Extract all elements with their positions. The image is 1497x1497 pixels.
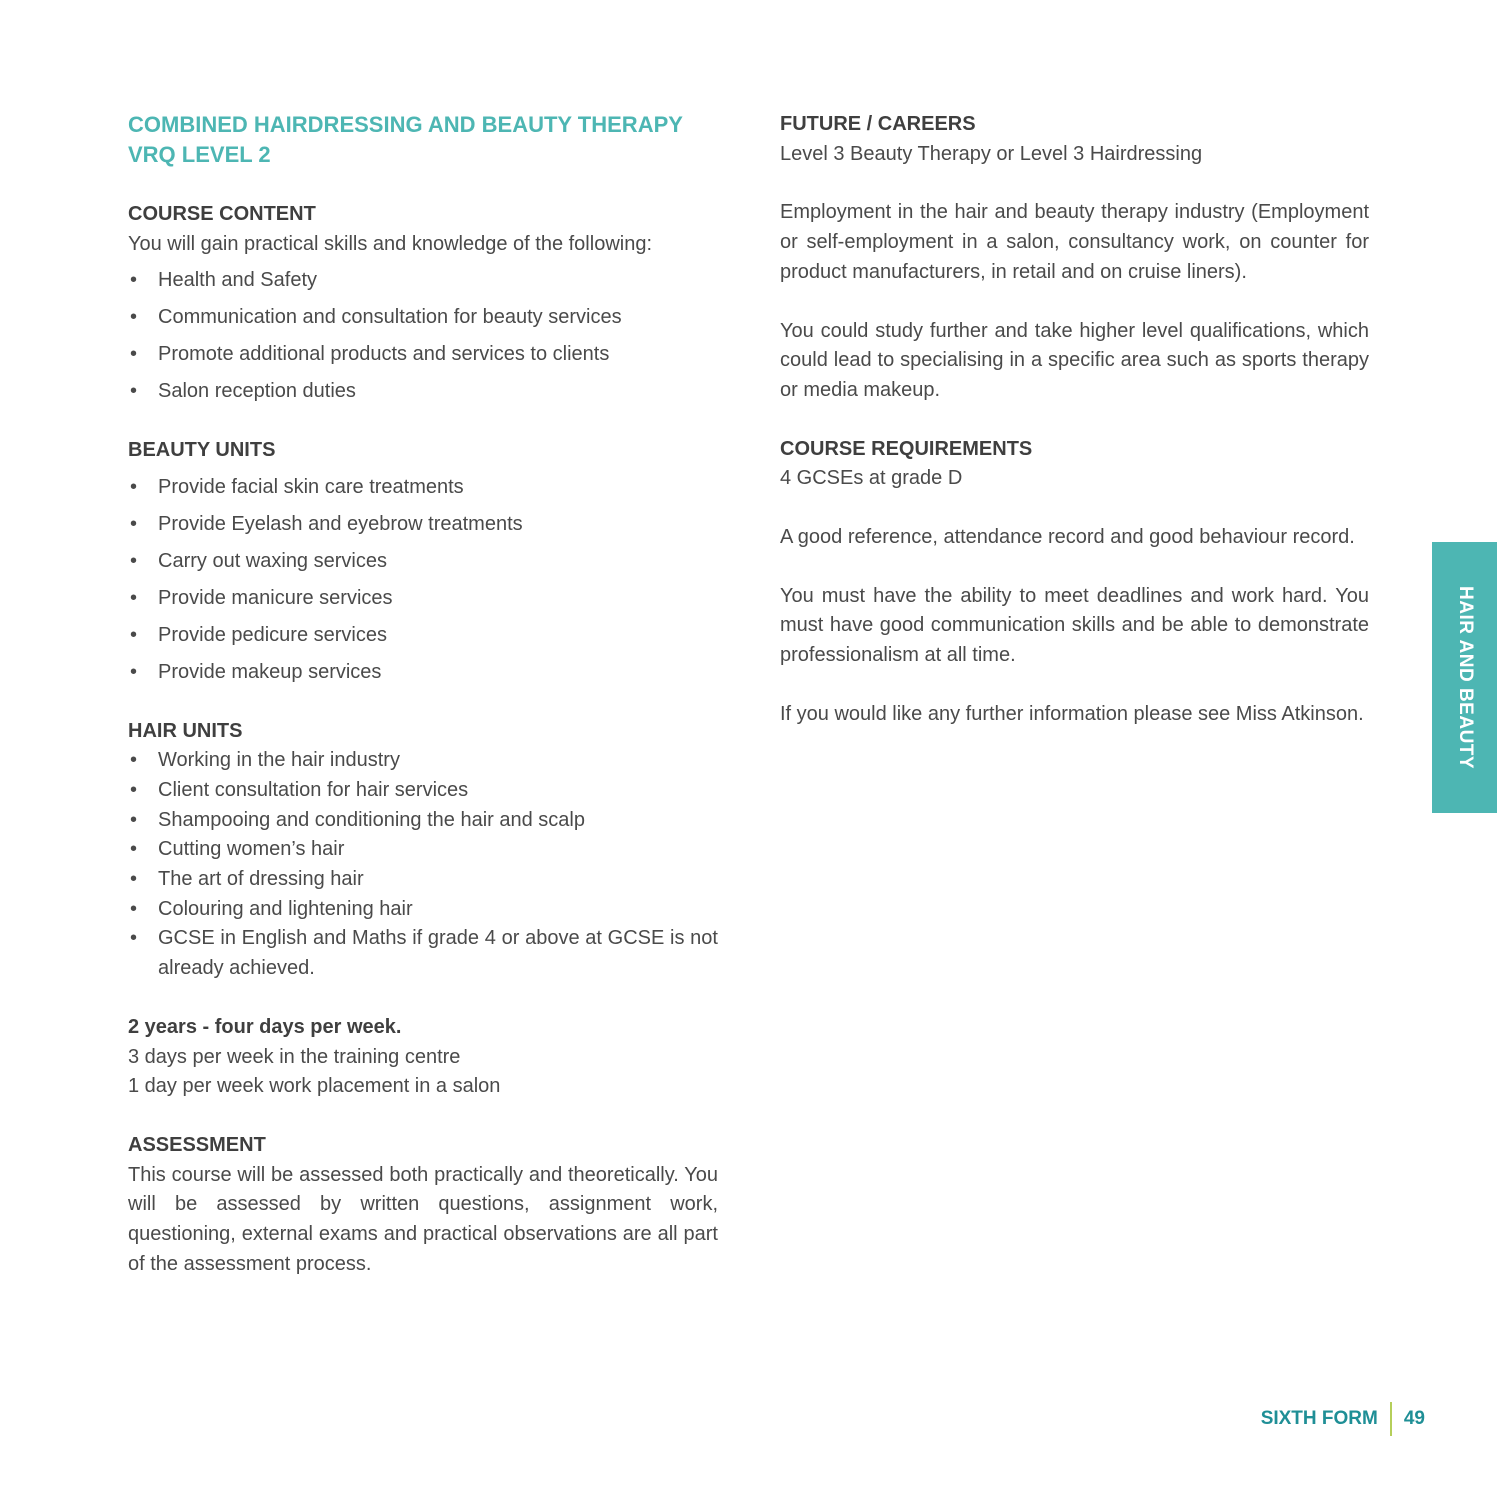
- side-tab-label: HAIR AND BEAUTY: [1455, 585, 1476, 770]
- list-item: • Salon reception duties: [128, 377, 718, 407]
- further-study-paragraph: You could study further and take higher level qualifications, which could lead to specialising in a specific area such as sports therapy or media makeup.: [780, 319, 1369, 401]
- contact-paragraph: If you would like any further information please see Miss Atkinson.: [780, 702, 1364, 725]
- course-requirements-heading: COURSE REQUIREMENTS: [780, 437, 1033, 460]
- title-line-2: VRQ LEVEL 2: [128, 142, 271, 167]
- future-careers-section: [780, 110, 1369, 169]
- duration-section: [128, 1013, 718, 1102]
- course-content-list: [128, 266, 718, 407]
- list-item: • Provide manicure services: [128, 584, 718, 614]
- page-footer: [1261, 1402, 1425, 1436]
- list-item: • Provide facial skin care treatments: [128, 473, 718, 503]
- future-careers-line: Level 3 Beauty Therapy or Level 3 Hairdressing: [780, 142, 1203, 165]
- gcse-note-list: [128, 924, 718, 983]
- page-number: 49: [1403, 1408, 1425, 1429]
- hair-units-section: [128, 717, 718, 984]
- footer-divider: [1390, 1402, 1392, 1436]
- duration-line-2: 1 day per week work placement in a salon: [128, 1075, 501, 1098]
- assessment-section: [128, 1131, 718, 1280]
- list-item: • Provide makeup services: [128, 658, 718, 688]
- beauty-units-heading: BEAUTY UNITS: [128, 439, 276, 462]
- reference-paragraph: A good reference, attendance record and good behaviour record.: [780, 526, 1355, 549]
- list-item: • Colouring and lightening hair: [128, 895, 718, 925]
- assessment-text: This course will be assessed both practically and theoretically. You will be assessed by written questions, assignment work, questioning, external exams and practical observations are all part of the assessment process.: [128, 1163, 718, 1275]
- list-item: • Cutting women’s hair: [128, 835, 718, 865]
- list-item: • Shampooing and conditioning the hair and scalp: [128, 806, 718, 836]
- page-title: [128, 110, 718, 170]
- course-requirements-line: 4 GCSEs at grade D: [780, 467, 963, 490]
- title-line-1: COMBINED HAIRDRESSING AND BEAUTY THERAPY: [128, 112, 683, 137]
- future-careers-heading: FUTURE / CAREERS: [780, 113, 976, 135]
- course-content-section: [128, 200, 718, 407]
- left-column: [128, 110, 718, 1308]
- hair-units-list: [128, 746, 718, 924]
- footer-label: SIXTH FORM: [1260, 1408, 1378, 1429]
- right-column: [780, 110, 1369, 759]
- section-side-tab: [1432, 542, 1497, 813]
- deadlines-paragraph: You must have the ability to meet deadlines and work hard. You must have good communication skills and be able to demonstrate professionalism at all time.: [780, 584, 1369, 667]
- list-item: • Provide pedicure services: [128, 621, 718, 651]
- beauty-units-section: [128, 436, 718, 687]
- list-item: • Promote additional products and services to clients: [128, 340, 718, 370]
- list-item: • Client consultation for hair services: [128, 776, 718, 806]
- list-item: • Health and Safety: [128, 266, 718, 296]
- beauty-units-list: [128, 473, 718, 688]
- course-content-intro: You will gain practical skills and knowledge of the following:: [128, 232, 653, 255]
- course-requirements-section: [780, 435, 1369, 494]
- hair-units-heading: HAIR UNITS: [128, 719, 243, 742]
- gcse-note: • GCSE in English and Maths if grade 4 or above at GCSE is not already achieved.: [128, 924, 718, 983]
- duration-heading: 2 years - four days per week.: [128, 1015, 402, 1038]
- course-content-heading: COURSE CONTENT: [128, 203, 316, 225]
- list-item: • Carry out waxing services: [128, 547, 718, 577]
- list-item: • Working in the hair industry: [128, 746, 718, 776]
- duration-line-1: 3 days per week in the training centre: [128, 1045, 461, 1068]
- list-item: • The art of dressing hair: [128, 865, 718, 895]
- list-item: • Communication and consultation for beauty services: [128, 303, 718, 333]
- assessment-heading: ASSESSMENT: [128, 1133, 266, 1156]
- list-item: • Provide Eyelash and eyebrow treatments: [128, 510, 718, 540]
- employment-paragraph: Employment in the hair and beauty therapy industry (Employment or self-employment in a salon, consultancy work, on counter for product manufacturers, in retail and on cruise liners).: [780, 201, 1369, 283]
